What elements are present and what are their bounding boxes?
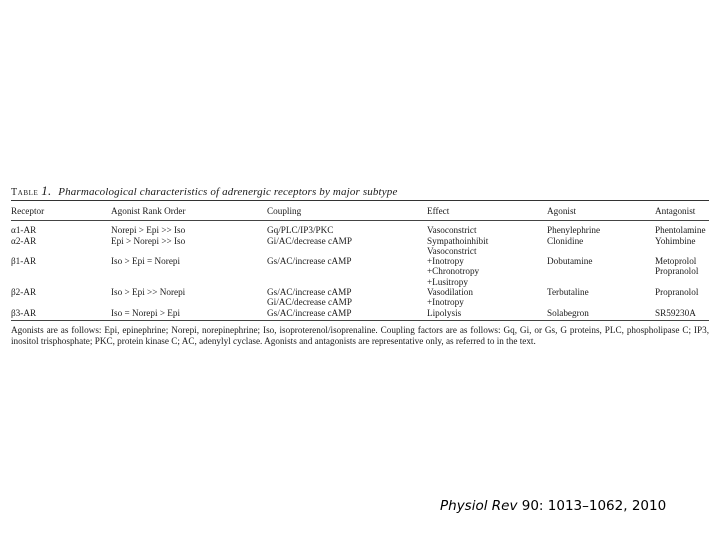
cell-coupling-line: Gs/AC/increase cAMP: [267, 287, 352, 298]
cell-effect: [399, 221, 523, 236]
cell-effect-line: Sympathoinhibit: [427, 235, 489, 246]
cell-antagonist-line: Yohimbine: [655, 235, 696, 246]
cell-effect-line: Vasoconstrict: [427, 225, 477, 236]
cell-receptor: [11, 308, 97, 318]
cell-coupling-line: Gi/AC/decrease cAMP: [267, 235, 352, 246]
table-row: [11, 256, 709, 287]
header-agonist-rank: Agonist Rank Order: [97, 201, 247, 221]
cell-agonist-rank: [97, 221, 247, 236]
table-body: [11, 221, 709, 318]
cell-receptor: [11, 236, 97, 257]
cell-effect-line: Vasoconstrict: [427, 245, 477, 256]
cell-agonist: [523, 256, 639, 287]
cell-effect-line: Lipolysis: [427, 307, 462, 318]
cell-coupling: [247, 256, 399, 287]
cell-antagonist: [639, 221, 709, 236]
cell-antagonist-line: Propranolol: [655, 287, 699, 298]
header-receptor: Receptor: [11, 201, 97, 221]
cell-effect: [399, 308, 523, 318]
table-figure: [11, 183, 709, 347]
table-number: 1.: [41, 183, 52, 198]
cell-agonist-line: Solabegron: [547, 307, 589, 318]
cell-effect-line: +Inotropy: [427, 297, 464, 308]
cell-receptor-text: β3-AR: [11, 307, 37, 318]
header-row: [11, 201, 709, 221]
cell-agonist-rank-line: Norepi > Epi >> Iso: [111, 225, 186, 236]
header-agonist: Agonist: [523, 201, 639, 221]
cell-agonist-rank: [97, 256, 247, 287]
cell-effect-line: +Lusitropy: [427, 276, 468, 287]
cell-antagonist-line: Phentolamine: [655, 225, 706, 236]
cell-coupling-line: Gi/AC/decrease cAMP: [267, 297, 352, 308]
cell-receptor: [11, 287, 97, 308]
cell-receptor: [11, 221, 97, 236]
cell-antagonist: [639, 236, 709, 257]
cell-coupling-line: Gs/AC/increase cAMP: [267, 307, 352, 318]
cell-antagonist-line: Metoprolol: [655, 256, 697, 267]
cell-coupling-line: Gq/PLC/IP3/PKC: [267, 225, 334, 236]
cell-agonist: [523, 221, 639, 236]
table-label: Table: [11, 187, 39, 198]
table-caption: Pharmacological characteristics of adrenergic receptors by major subtype: [58, 186, 398, 198]
cell-coupling: [247, 221, 399, 236]
cell-receptor-text: β1-AR: [11, 256, 37, 267]
table-row: [11, 236, 709, 257]
cell-agonist-line: Terbutaline: [547, 287, 589, 298]
cell-agonist-line: Phenylephrine: [547, 225, 601, 236]
table-title: [11, 183, 709, 198]
table-row: [11, 221, 709, 236]
cell-agonist-rank-line: Iso > Epi = Norepi: [111, 256, 181, 267]
cell-antagonist-line: SR59230A: [655, 307, 696, 318]
cell-receptor-text: β2-AR: [11, 287, 37, 298]
cell-receptor-text: α2-AR: [11, 235, 37, 246]
cell-antagonist: [639, 256, 709, 287]
cell-agonist-rank-line: Epi > Norepi >> Iso: [111, 235, 186, 246]
cell-coupling-line: Gs/AC/increase cAMP: [267, 256, 352, 267]
cell-agonist: [523, 308, 639, 318]
cell-effect-line: +Inotropy: [427, 256, 464, 267]
citation-details: 90: 1013–1062, 2010: [521, 498, 667, 514]
cell-agonist-rank: [97, 308, 247, 318]
table-footnote: Agonists are as follows: Epi, epinephrine; Norepi, norepinephrine; Iso, isoproterenol/isoprenaline. Coupling factors are as follows: Gq, Gi, or Gs, G proteins, PLC, phospholipase C; IP3, inositol trisphosphate; PKC, protein kinase C; AC, adenylyl cyclase. Agonists and antagonists are representative only, as referred to in the text.: [11, 324, 709, 346]
cell-agonist-line: Clonidine: [547, 235, 584, 246]
citation-journal: Physiol Rev: [440, 498, 518, 514]
cell-antagonist-line: Propranolol: [655, 266, 699, 277]
header-antagonist: Antagonist: [639, 201, 709, 221]
bottom-rule: [11, 320, 709, 321]
table-row: [11, 287, 709, 308]
cell-coupling: [247, 236, 399, 257]
cell-effect-line: +Chronotropy: [427, 266, 480, 277]
cell-antagonist: [639, 287, 709, 308]
table-row: [11, 308, 709, 318]
cell-agonist-rank: [97, 287, 247, 308]
cell-effect: [399, 256, 523, 287]
cell-agonist-rank-line: Iso = Norepi > Epi: [111, 307, 181, 318]
cell-receptor: [11, 256, 97, 287]
cell-effect: [399, 287, 523, 308]
cell-effect: [399, 236, 523, 257]
pharmacology-table: [11, 201, 709, 318]
header-effect: Effect: [399, 201, 523, 221]
citation: [440, 498, 720, 514]
cell-agonist: [523, 287, 639, 308]
cell-antagonist: [639, 308, 709, 318]
cell-receptor-text: α1-AR: [11, 225, 37, 236]
cell-agonist-rank: [97, 236, 247, 257]
cell-agonist-rank-line: Iso > Epi >> Norepi: [111, 287, 186, 298]
cell-coupling: [247, 287, 399, 308]
cell-effect-line: Vasodilation: [427, 287, 473, 298]
cell-agonist: [523, 236, 639, 257]
header-coupling: Coupling: [247, 201, 399, 221]
cell-agonist-line: Dobutamine: [547, 256, 593, 267]
cell-coupling: [247, 308, 399, 318]
